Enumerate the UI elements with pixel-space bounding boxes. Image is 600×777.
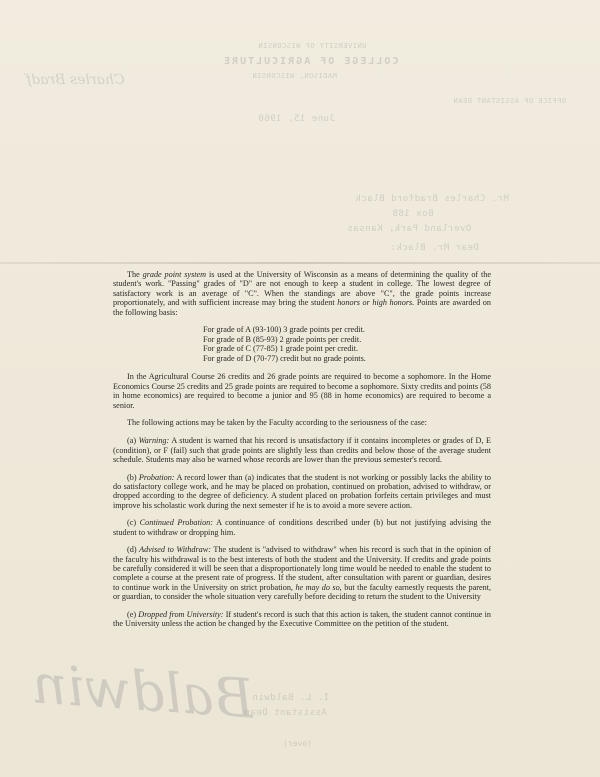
item-term: Advised to Withdraw: (139, 545, 211, 555)
intro-honors: honors or high honors. (337, 298, 415, 308)
item-text: A record lower than (a) indicates that the student is not working or possibly lacks the ability to do satisfactory college work, and he may be placed on probation, continued on probation, advised to withdraw, or dropped according to the degree of deficiency. A student placed on probation forfeits certain privileges and must improve his scholastic work during the next semester if he is to avoid a more severe action. (113, 472, 492, 510)
ghost-signature: Baldwin (30, 652, 256, 731)
grade-a-line: For grade of A (93-100) 3 grade points per credit. (203, 325, 365, 335)
grade-b-line: For grade of B (85-93) 2 grade points per credit. (203, 334, 362, 344)
ghost-letterhead-line1: UNIVERSITY OF WISCONSIN (258, 42, 367, 50)
item-label: (d) (127, 545, 137, 555)
item-label: (e) (127, 609, 137, 619)
ghost-letterhead-line3: MADISON, WISCONSIN (252, 72, 337, 80)
item-text: The student is "advised to withdraw" when his record is such that in the opinion of the faculty his withdrawal is to the best interests of both the student and the University. If credits and grade points be carefully considered it will be seen that a disproportionately long time would be needed to enable the student to complete a course at the present rate of progress. If the student, after consultation with parent or guardian, desires to continue work in the University on strict probation, (113, 545, 492, 592)
ghost-over: (over) (283, 739, 312, 748)
item-text: A continuance of conditions described under (b) but not justifying advising the student to withdraw or dropping him. (113, 518, 491, 537)
intro-term: grade point system (142, 270, 207, 279)
probation-item (113, 473, 491, 511)
intro-paragraph (113, 270, 491, 317)
continued-probation-item (113, 518, 491, 537)
ghost-date: June 15, 1960 (258, 114, 335, 124)
ghost-letterhead-line2: COLLEGE OF AGRICULTURE (222, 56, 399, 67)
ghost-signer-name: I. L. Baldwin (252, 693, 329, 703)
ghost-address-box: Box 188 (392, 209, 434, 219)
intro-text: is used at the University of Wisconsin as a means of determining the quality of the student's work. "Passing" grades of "D" are not enough to keep a student in college. The lowest degree of satisfactory work is an average of "C". When the standings are above "C", the grade points increase proportionately, and with sufficient increase may bring the student (113, 270, 491, 308)
item-text: If student's record is such that this action is taken, the student cannot continue in the University unless the action be changed by the Executive Committee on the petition of the student. (113, 609, 492, 628)
grade-c-line: For grade of C (77-85) 1 grade point per credit. (203, 344, 359, 354)
ghost-initials: Charles Bradf (26, 72, 125, 88)
item-term: Probation: (138, 472, 175, 482)
ghost-address-name: Mr. Charles Bradford Black (355, 194, 509, 204)
item-term: Warning: (138, 436, 170, 446)
intro-pre: The (127, 270, 140, 279)
item-text: A student is warned that his record is unsatisfactory if it contains incompletes or grades of D, E (condition), or F (fail) such that grade points are slightly less than credits and below those of the average student schedule. Students may also be warned whose records are lower than the previous semester's record. (113, 436, 492, 465)
item-emphasis: he may do so, (295, 582, 342, 592)
item-term: Dropped from University: (138, 609, 224, 619)
ghost-office: OFFICE OF ASSISTANT DEAN (453, 97, 567, 105)
ghost-signer-title: Assistant Dean (244, 708, 327, 718)
advised-withdraw-item (113, 545, 491, 601)
grade-scale-list (203, 325, 491, 363)
grade-d-line: For grade of D (70-77) credit but no grade points. (203, 353, 366, 363)
item-term: Continued Probation: (139, 518, 213, 528)
item-text-continued: but the faculty earnestly requests the parent, or guardian, to consider the whole situation very carefully before deciding to return the student to the University (113, 582, 492, 602)
ghost-salutation: Dear Mr. Black: (390, 243, 479, 253)
warning-item (113, 436, 491, 464)
item-label: (b) (127, 472, 137, 482)
dropped-item (113, 610, 491, 629)
grade-point-notice (113, 270, 491, 636)
actions-intro: The following actions may be taken by the Faculty according to the seriousness of the case: (127, 418, 427, 428)
item-label: (a) (127, 436, 137, 446)
ghost-address-city: Overland Park, Kansas (347, 224, 472, 234)
credits-paragraph: In the Agricultural Course 26 credits and 26 grade points are required to become a sophomore. In the Home Economics Course 25 credits and 25 grade points are required to become a sophomore. Sixty credits and points (58 in home economics) are required to become a junior and 95 (88 in home economics) are required to become a senior. (113, 372, 491, 410)
item-label: (c) (127, 518, 137, 528)
intro-post: Points are awarded on the following basis: (113, 298, 491, 317)
page-fold (0, 262, 600, 264)
